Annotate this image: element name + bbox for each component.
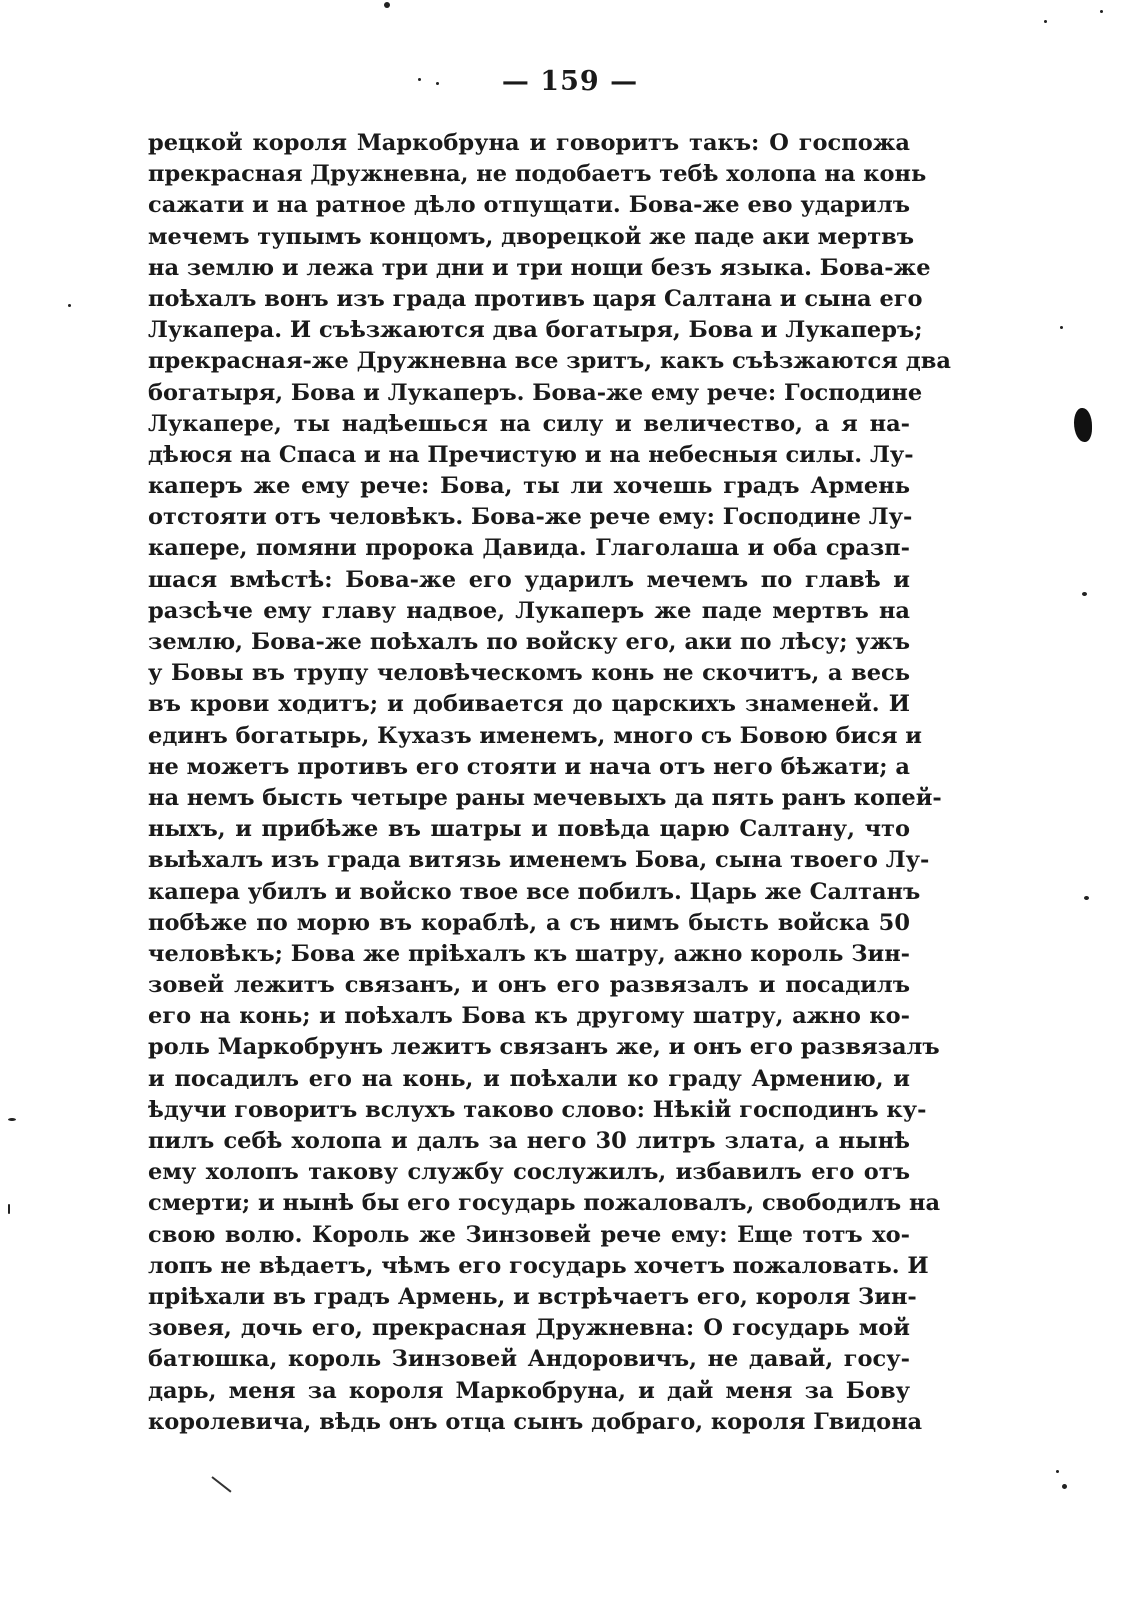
text-line: зовей лежитъ связанъ, и онъ его развязалъ и посадилъ xyxy=(148,972,910,999)
text-line: смерти; и нынѣ бы его государь пожаловалъ, свободилъ на xyxy=(148,1190,941,1217)
body-text xyxy=(148,128,951,1438)
speck xyxy=(436,82,439,85)
text-line: побѣже по морю въ кораблѣ, а съ нимъ бысть войска 50 xyxy=(148,909,910,936)
text-line: роль Маркобрунъ лежитъ связанъ же, и онъ его развязалъ xyxy=(148,1034,940,1061)
text-line: мечемъ тупымъ концомъ, дворецкой же паде аки мертвъ xyxy=(148,223,915,250)
speck xyxy=(68,304,71,307)
text-line: ныхъ, и прибѣже въ шатры и повѣда царю Салтану, что xyxy=(148,816,910,843)
text-line: на землю и лежа три дни и три нощи безъ языка. Бова-же xyxy=(148,254,931,281)
text-line: на немъ бысть четыре раны мечевыхъ да пять ранъ копей- xyxy=(148,784,942,811)
text-line: сажати и на ратное дѣло отпущати. Бова-же ево ударилъ xyxy=(148,192,910,219)
text-line: пріѣхали въ градъ Армень, и встрѣчаетъ его, короля Зин- xyxy=(148,1283,917,1310)
text-line: Лукапера. И съѣзжаются два богатыря, Бова и Лукаперъ; xyxy=(148,317,923,344)
speck xyxy=(1060,326,1063,329)
text-line: Лукапере, ты надѣешься на силу и величество, а я на- xyxy=(148,410,910,437)
text-line: пилъ себѣ холопа и далъ за него 30 литръ злата, а нынѣ xyxy=(148,1128,910,1154)
speck xyxy=(1062,1484,1067,1489)
text-line: рецкой короля Маркобруна и говоритъ такъ: О госпожа xyxy=(148,130,910,156)
speck xyxy=(1084,896,1089,900)
text-line: лопъ не вѣдаетъ, чѣмъ его государь хочетъ пожаловать. И xyxy=(148,1252,929,1279)
text-line: выѣхалъ изъ града витязь именемъ Бова, сына твоего Лу- xyxy=(148,847,930,874)
speck xyxy=(384,2,390,8)
text-line: разсѣче ему главу надвое, Лукаперъ же паде мертвъ на xyxy=(148,597,910,624)
text-line: не можетъ противъ его стояти и нача отъ него бѣжати; а xyxy=(148,753,910,780)
speck xyxy=(1044,20,1047,23)
pen-stroke xyxy=(211,1476,231,1492)
text-line: отстояти отъ человѣкъ. Бова-же рече ему: Господине Лу- xyxy=(148,504,913,531)
text-line: капере, помяни пророка Давида. Глаголаша и оба сразп- xyxy=(148,535,910,562)
speck xyxy=(1082,592,1087,596)
text-line: шася вмѣстѣ: Бова-же его ударилъ мечемъ по главѣ и xyxy=(148,566,910,593)
text-line: поѣхалъ вонъ изъ града противъ царя Салтана и сына его xyxy=(148,285,923,312)
speck xyxy=(8,1204,10,1214)
text-line: землю, Бова-же поѣхалъ по войску его, аки по лѣсу; ужъ xyxy=(148,629,910,655)
text-line: батюшка, король Зинзовей Андоровичъ, не давай, госу- xyxy=(148,1346,910,1373)
text-line: человѣкъ; Бова же пріѣхалъ къ шатру, ажно король Зин- xyxy=(148,940,910,967)
text-line: зовея, дочь его, прекрасная Дружневна: О государь мой xyxy=(148,1315,910,1342)
speck xyxy=(1056,1470,1059,1473)
text-line: прекрасная-же Дружневна все зритъ, какъ съѣзжаются два xyxy=(148,348,951,375)
text-line: дѣюся на Спаса и на Пречистую и на небесныя силы. Лу- xyxy=(148,441,914,468)
text-line: каперъ же ему рече: Бова, ты ли хочешь градъ Армень xyxy=(148,473,910,500)
text-line: прекрасная Дружневна, не подобаетъ тебѣ холопа на конь xyxy=(148,161,927,188)
text-line: королевича, вѣдь онъ отца сынъ добраго, короля Гвидона xyxy=(148,1408,923,1435)
text-line: у Бовы въ трупу человѣческомъ конь не скочитъ, а весь xyxy=(148,660,910,687)
text-line: въ крови ходитъ; и добивается до царскихъ знаменей. И xyxy=(148,691,910,718)
text-line: свою волю. Король же Зинзовей рече ему: Еще тотъ хо- xyxy=(148,1221,910,1248)
text-line: богатыря, Бова и Лукаперъ. Бова-же ему рече: Господине xyxy=(148,379,923,406)
speck xyxy=(8,1118,16,1121)
speck xyxy=(418,78,421,81)
text-line: капера убилъ и войско твое все побилъ. Царь же Салтанъ xyxy=(148,878,921,905)
text-line: единъ богатырь, Кухазъ именемъ, много съ Бовою бися и xyxy=(148,722,922,749)
text-line: ему холопъ такову службу сослужилъ, избавилъ его отъ xyxy=(148,1159,910,1186)
speck xyxy=(1100,10,1103,13)
text-line: дарь, меня за короля Маркобруна, и дай меня за Бову xyxy=(148,1377,910,1404)
text-line: ѣдучи говоритъ вслухъ таково слово: Нѣкій господинъ ку- xyxy=(148,1096,927,1123)
ink-blot xyxy=(1074,408,1092,442)
text-line: и посадилъ его на конь, и поѣхали ко граду Армению, и xyxy=(148,1065,910,1092)
text-line: его на конь; и поѣхалъ Бова къ другому шатру, ажно ко- xyxy=(148,1003,910,1030)
page-number: — 159 — xyxy=(501,66,639,97)
